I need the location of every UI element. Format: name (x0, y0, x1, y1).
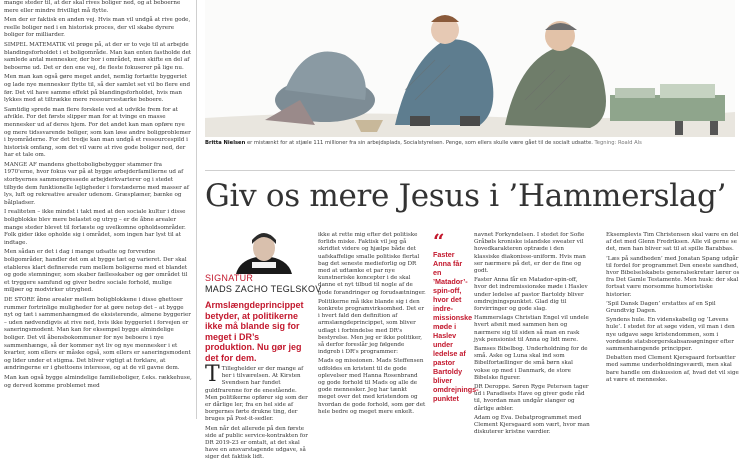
article-deck: Armslængdeprincippet betyder, at politikerne ikke må blande sig for meget i DR’s produktion. Nu gør jeg det for dem. (205, 300, 304, 363)
body-paragraph: Men når det allerede på den første side af public service-kontrakten for DR 2019-23 er omtalt, at det skal have en ansvarstagende udgave, så siger det faktisk lidt. (205, 425, 308, 461)
body-paragraph: DR Deroppe. Søren Ryge Petersen tager ud i Paradisets Have og giver gode råd til, hvordan man undgår slanger og dårlige æbler. (474, 384, 589, 412)
caption-credit: Tegning: Roald Als (594, 140, 642, 146)
left-paragraph: Men man kan også gøre meget andet, nemlig fortætte byggeriet og lade nye mennesker flytte til, så der samlet set vil bo flere end før. Det vil have samme effekt på blandingsforholdet, hvis man lykkes med at tiltrække mere ressourcestærke beboere. (4, 74, 191, 104)
body-paragraph: Faster Anna får en Matador-spin-off, hvor det indremissionske møde i Haslev under ledelse af pastor Bartoldy bliver omdrejningspunktet. Glad dig til forvirringer og gode slag. (474, 277, 588, 313)
left-paragraph: Men sådan er det i dag i mange udsatte og forvredne boligområder, handler det om at bygge tæt og varieret. Der skal etableres klart definerede rum mellem boligerne med et blandet og gode stemninger, som skaber fællesskaber og gør området til et tryggere samfund og giver bedre sociale forhold, mulige miljøer og modvirker utryghed. (4, 249, 188, 294)
caption-divider (205, 170, 735, 171)
cartoon-illustration (205, 0, 735, 137)
body-paragraph: ikke at rette mig efter det politiske forlids miske. Faktisk vil jeg gå skridtet videre og hjælpe både det uafskaffelige smalle politiske flertal bag det seneste medieforlig og DR med at udtænke et par nye kunstneriske koncepter i de skal danne et nyt tilbud til nogle af de gode forandringer og forudsætninger. (318, 232, 426, 296)
body-paragraph: Mads og missionen. Mads Steffensen udfoldes en kristent til de gode oplevelser med Hanna Rosenbrand og gode forhold til Mads og alle de gode mennesker. Jeg har tænkt meget over det med kristendom og hvordan de gode forhold, som gør det hele bedre og meget mere enkelt. (318, 358, 426, 415)
body-column-1 (205, 362, 309, 461)
body-paragraph: Eksemplevis Tim Christensen skal være en del af det med Glenn Fredriksen. Alle vil gerne se det, men han bliver sat til at spille Barabbas. (606, 232, 739, 253)
author-portrait-image (230, 232, 298, 274)
body-column-2 (318, 232, 426, 419)
body-paragraph: Bamses Bibelbog. Underholdning for de små. Aske og Luna skal ind som Bibelfortællinger de små børn skal vokse op med i Danmark, de store Bibelske figurer. (474, 346, 588, 381)
column-divider (196, 0, 197, 419)
body-paragraph: Syndens hule. En videnskabelig og ’Løvens hule’. I stedet for at søge viden, vil man i den nye udgave søge kristendommen, som i vordende statsborgerskabsansøgninger efter sammenhængende principper. (606, 317, 735, 353)
illustration-caption (205, 140, 735, 146)
body-paragraph: Adam og Eva. Debatprogrammet med Clement Kjersgaard som vært, hvor man diskuterer kristne værdier. (474, 414, 590, 436)
pull-quote-text: Faster Anna får en ’Matador’-spin-off, hvor det indre-missionske møde i Haslev under ledelse af pastor Bartoldy bliver omdrejnings-punktet (433, 250, 479, 403)
body-paragraph: ’Læs på sandheden’ med Jonatan Spang udgår til fordel for programmet Den eneste sandhed, hvor Bibelselskabets generalsekretær lærer os fra Det Gamle Testamente. Men husk: der skal fortsat være morsomme humoristiske historier. (606, 255, 740, 298)
article-headline: Giv os mere Jesus i ’Hammerslag’ (205, 178, 727, 214)
dropcap: T (205, 362, 220, 387)
left-paragraph: mange steder til, at der skal rives boliger ned, og at beboerne mere eller mindre frivilligt må flytte. (4, 0, 181, 14)
body-paragraph-text: Tilleghelder er der mange af her i tilværelsen. At Kirsten Svendsen har fundet guldfrarenne for de enestående. Men politikerne opfører sig som der er dårlige ler, fra en hel side af borgernes førte drukne ting, der bruges på Post-it-sedler. (205, 366, 308, 423)
quote-mark: “ (433, 229, 445, 253)
caption-text: er mistænkt for at stjæle 111 millioner fra sin arbejdsplads, Socialstyrelsen. Penge, som ellers skulle være gået til de socialt udsatte. (246, 140, 593, 146)
left-paragraph: MANGE AF mandens ghettoboligbebygger stammer fra 1970'erne, hvor fokus var på at bygge arbejderfamilierne ud af storbyernes sammenpressede arbejderkvarterer og i stedet tilbyde dem funktionelle lejligheder i forstæderne med masser af lys, luft og rekreative arealer udenom. Græsplæner, bænke og bålpladser. (4, 161, 189, 206)
body-paragraph: Hammerslags Christian Engel vil undele hvert afsnit med sammen hen og nærmere sig til siden så man en rask jysk pensionist til Anna og lidt mere. (474, 315, 589, 343)
left-paragraph: Men der er faktisk en anden vej. Hvis man vil undgå at rive gode, reelle boliger ned i en historisk proces, der vil skabe dyrere boliger for milliarder. (4, 17, 191, 39)
author-portrait (230, 232, 298, 274)
body-paragraph: Debatten med Clement Kjersgaard fortsætter med samme underholdningsværdi, men skal bare handle om diskussion af, hvad det vil sige at være et menneske. (606, 355, 739, 383)
byline-author: MADS ZACHO TEGLSKOV (205, 284, 322, 294)
byline-label: SIGNATUR (205, 273, 254, 283)
left-paragraph: Samtidig sprede man flere forskele ved at udvikle frem for at afvikle. For det første slipper man for at tvinge en masse mennesker ud af deres hjem. For det andet kan man opføre nye og mere tidssvarende boliger, som kan løse andre boligproblemer i byområderne. For det tredje kan man undgå et ressourcespild i historisk omfang, som det vil være at rive gode boliger ned, der har et tale om. (4, 106, 191, 159)
left-paragraph: DE STORE åbne arealer mellem boligblokkene i disse ghettoer rummer fortrinlige muligheder for at gøre netop det – at bygge nyt og tæt i sammenhængmed de eksisterende, almene byggerier – uden nødvendigvis at rive ned, hvis ikke byggeriet i forvejen er saneringsmodent. Man kan for eksempel bygge almindelige boliger. Det vil åbensbokommuner for nye beboere i nye sammenhænge, så der kommer nyt liv og nye mennesker i et kvarter, som ellers er måske også, som ellers er saneringsmodent og lider under et stigma. Det bliver vigtigt at forklare, at ændringerne er i ghettoens interesse, og at de vil gavne dem. (4, 296, 191, 372)
left-paragraph: I realiteten – ikke mindst i takt med at den sociale kultur i disse boligblokke blev mere belastet og utryg – er de åbne arealer mange steder blevet til forlæste og uvelkomne opholdsområder. Folk gider ikke opholde sig i området, som ingen har lyst til at indtage. (4, 209, 186, 246)
body-paragraph (205, 362, 309, 424)
cartoon-drawing (205, 0, 735, 137)
body-paragraph: Politikerne må ikke blande sig i den konkrete programvirksomhed. Det er i hvert fald den definition af armslængdeprincippet, som bliver udlagt i forbindelse med DR's bestyrelse. Men jeg er ikke politiker, så derfor foreslår jeg følgende indgreb i DR's programmer: (318, 298, 424, 356)
left-paragraph: SIMPEL MATEMATIK vil prøge på, at der er to veje til at arbejde blandingsforholdet i et boligområde. Man kan enten fastholde det samlede antal mennesker, der bor i området, men skifte en del af beboerne ud. Det er den ene vej, de fleste fokuserer på lige nu. (4, 41, 192, 71)
left-paragraph: Man kan også bygge almindelige familieboliger, f.eks. rækkehuse, og derved komme problemet med (4, 374, 192, 389)
caption-name: Britta Nielsen (205, 140, 246, 146)
pull-quote (433, 229, 479, 403)
body-paragraph: ’Spil Dansk Dagen’ erstattes af en Spil Grundtvig Dagen. (606, 300, 716, 315)
body-column-4 (606, 232, 740, 419)
body-column-3 (474, 232, 590, 436)
body-paragraph: navnet Forkyndelsen. I stedet for Sofie Gråbøls kroniske islandske sweater vil hovedkarakteren optræde i den klassiske diakonisse-uniform. Hvis man ser nærmere på det, er der de fine og godt. (474, 232, 586, 275)
left-text-column (4, 0, 192, 419)
